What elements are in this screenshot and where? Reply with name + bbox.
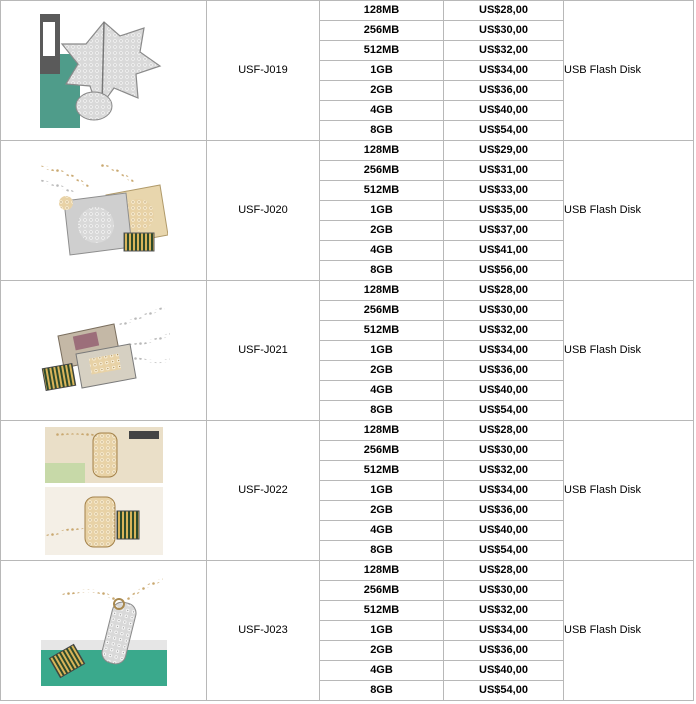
- price-cell: US$56,00: [444, 261, 564, 281]
- capacity-cell: 4GB: [320, 661, 444, 681]
- capacity-cell: 1GB: [320, 201, 444, 221]
- product-description: USB Flash Disk: [564, 561, 694, 701]
- price-cell: US$30,00: [444, 21, 564, 41]
- product-description: USB Flash Disk: [564, 281, 694, 421]
- price-cell: US$32,00: [444, 321, 564, 341]
- capacity-cell: 1GB: [320, 341, 444, 361]
- capacity-cell: 1GB: [320, 61, 444, 81]
- capacity-cell: 2GB: [320, 221, 444, 241]
- price-list-body: [1, 1, 694, 701]
- product-image-cell-usf-j022: [1, 421, 207, 561]
- crystal-stick-pendant-photo: [41, 576, 167, 686]
- capacity-cell: 2GB: [320, 641, 444, 661]
- capacity-cell: 4GB: [320, 101, 444, 121]
- price-cell: US$34,00: [444, 341, 564, 361]
- product-description: USB Flash Disk: [564, 1, 694, 141]
- capacity-cell: 512MB: [320, 601, 444, 621]
- capacity-cell: 256MB: [320, 161, 444, 181]
- product-description: USB Flash Disk: [564, 141, 694, 281]
- price-cell: US$37,00: [444, 221, 564, 241]
- price-cell: US$54,00: [444, 541, 564, 561]
- capacity-cell: 4GB: [320, 521, 444, 541]
- price-cell: US$40,00: [444, 661, 564, 681]
- price-cell: US$54,00: [444, 121, 564, 141]
- table-row: [1, 561, 694, 581]
- capacity-cell: 512MB: [320, 321, 444, 341]
- price-cell: US$30,00: [444, 581, 564, 601]
- price-cell: US$54,00: [444, 401, 564, 421]
- capacity-cell: 128MB: [320, 561, 444, 581]
- cylinder-pendant-photo: [45, 427, 163, 555]
- price-cell: US$30,00: [444, 301, 564, 321]
- price-cell: US$30,00: [444, 441, 564, 461]
- price-cell: US$32,00: [444, 601, 564, 621]
- price-cell: US$36,00: [444, 361, 564, 381]
- price-cell: US$41,00: [444, 241, 564, 261]
- product-image-cell-usf-j020: [1, 141, 207, 281]
- price-cell: US$33,00: [444, 181, 564, 201]
- price-cell: US$32,00: [444, 41, 564, 61]
- price-cell: US$32,00: [444, 461, 564, 481]
- capacity-cell: 8GB: [320, 121, 444, 141]
- capacity-cell: 512MB: [320, 461, 444, 481]
- price-cell: US$29,00: [444, 141, 564, 161]
- capacity-cell: 128MB: [320, 141, 444, 161]
- price-cell: US$54,00: [444, 681, 564, 701]
- capacity-cell: 256MB: [320, 581, 444, 601]
- price-cell: US$40,00: [444, 381, 564, 401]
- dog-tag-pendant-photo: [38, 306, 170, 396]
- price-cell: US$34,00: [444, 481, 564, 501]
- price-cell: US$40,00: [444, 101, 564, 121]
- price-cell: US$36,00: [444, 81, 564, 101]
- product-image-cell-usf-j021: [1, 281, 207, 421]
- capacity-cell: 128MB: [320, 421, 444, 441]
- capacity-cell: 1GB: [320, 621, 444, 641]
- capacity-cell: 2GB: [320, 81, 444, 101]
- product-description: USB Flash Disk: [564, 421, 694, 561]
- price-cell: US$34,00: [444, 621, 564, 641]
- capacity-cell: 256MB: [320, 441, 444, 461]
- capacity-cell: 8GB: [320, 681, 444, 701]
- leaf-pendant-photo: [40, 14, 168, 128]
- model-number: USF-J022: [207, 421, 320, 561]
- price-cell: US$28,00: [444, 421, 564, 441]
- capacity-cell: 4GB: [320, 241, 444, 261]
- table-row: [1, 1, 694, 21]
- model-number: USF-J021: [207, 281, 320, 421]
- capacity-cell: 256MB: [320, 21, 444, 41]
- price-cell: US$28,00: [444, 1, 564, 21]
- table-row: [1, 421, 694, 441]
- capacity-cell: 2GB: [320, 361, 444, 381]
- capacity-cell: 8GB: [320, 401, 444, 421]
- product-image-cell-usf-j019: [1, 1, 207, 141]
- capacity-cell: 256MB: [320, 301, 444, 321]
- price-cell: US$28,00: [444, 281, 564, 301]
- capacity-cell: 512MB: [320, 181, 444, 201]
- table-row: [1, 141, 694, 161]
- capacity-cell: 2GB: [320, 501, 444, 521]
- apple-tag-pendant-photo: [40, 163, 168, 259]
- model-number: USF-J023: [207, 561, 320, 701]
- price-cell: US$34,00: [444, 61, 564, 81]
- model-number: USF-J019: [207, 1, 320, 141]
- price-cell: US$40,00: [444, 521, 564, 541]
- capacity-cell: 8GB: [320, 261, 444, 281]
- capacity-cell: 128MB: [320, 1, 444, 21]
- price-cell: US$31,00: [444, 161, 564, 181]
- price-cell: US$36,00: [444, 501, 564, 521]
- price-cell: US$28,00: [444, 561, 564, 581]
- price-cell: US$35,00: [444, 201, 564, 221]
- table-row: [1, 281, 694, 301]
- capacity-cell: 1GB: [320, 481, 444, 501]
- price-cell: US$36,00: [444, 641, 564, 661]
- capacity-cell: 512MB: [320, 41, 444, 61]
- product-image-cell-usf-j023: [1, 561, 207, 701]
- capacity-cell: 8GB: [320, 541, 444, 561]
- capacity-cell: 128MB: [320, 281, 444, 301]
- model-number: USF-J020: [207, 141, 320, 281]
- capacity-cell: 4GB: [320, 381, 444, 401]
